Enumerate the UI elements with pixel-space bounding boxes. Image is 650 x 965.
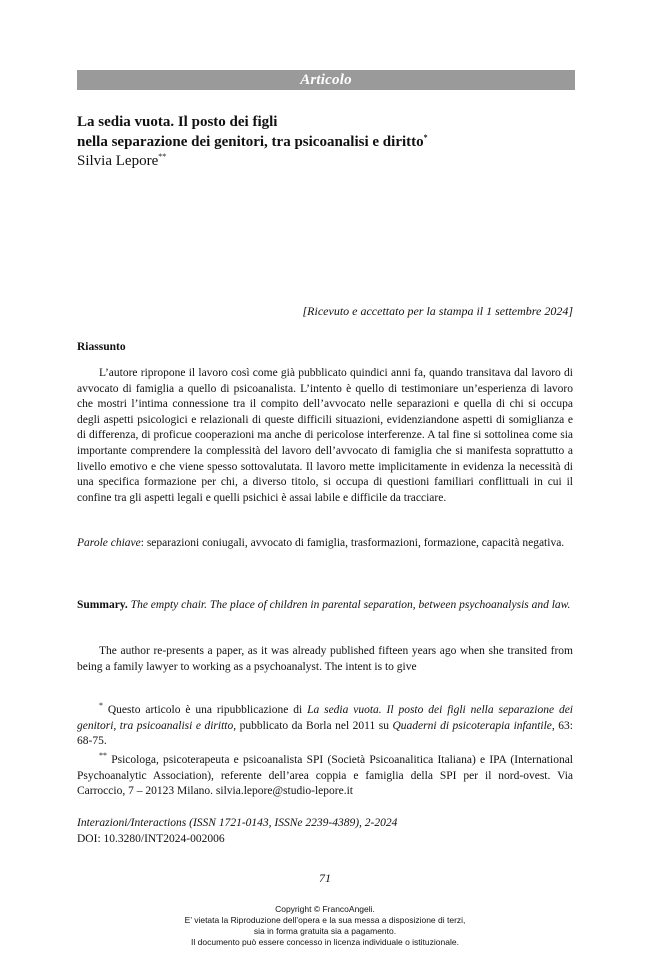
- author-name: [77, 153, 166, 170]
- journal-info: [77, 816, 397, 847]
- footnote-1-pre: Questo articolo è una ripubblicazione di: [103, 704, 308, 716]
- footnote-1-marker: *: [99, 701, 103, 711]
- author-footnote-marker[interactable]: **: [158, 152, 167, 161]
- copyright-line-1: Copyright © FrancoAngeli.: [275, 904, 375, 914]
- summary-text: The author re-presents a paper, as it was already published fifteen years ago when she transited from being a family lawyer to working as a psychoanalyst. The intent is to give: [77, 645, 573, 673]
- page-number: 71: [319, 871, 331, 885]
- journal-citation: Interazioni/Interactions (ISSN 1721-0143, ISSNe 2239-4389), 2-2024: [77, 817, 398, 829]
- copyright-line-3: sia in forma gratuita sia a pagamento.: [253, 926, 397, 936]
- copyright-line-2: E’ vietata la Riproduzione dell’opera e la sua messa a disposizione di terzi,: [184, 915, 466, 925]
- footnote-2: [77, 753, 573, 800]
- summary-title: The empty chair. The place of children in parental separation, between psychoanalysis and law.: [130, 599, 571, 611]
- footnote-1: [77, 703, 573, 750]
- keywords-list: : separazioni coniugali, avvocato di famiglia, trasformazioni, formazione, capacità negativa.: [140, 537, 565, 549]
- footnote-1-post: , 63: 68-75.: [77, 719, 573, 748]
- footnote-2-text: Psicologa, psicoterapeuta e psicoanalista SPI (Società Psicoanalitica Italiana) e IPA (International Psychoanalytic Association), referente dell’area coppia e famiglia della SPI per il nord-ovest. Via Carroccio, 7 – 20123 Milano. silvia.lepore@studio-lepore.it: [77, 754, 573, 798]
- keywords-label: Parole chiave: [77, 537, 141, 549]
- summary-heading: Summary.: [77, 599, 128, 611]
- abstract-text: L’autore ripropone il lavoro così come già pubblicato quindici anni fa, quando transitava dal lavoro di avvocato di famiglia a quello di psicoanalista. L’intento è quello di testimoniare un’esperienza di lavoro che mostri l’intima connessione tra il compito dell’avvocato nelle separazioni e quella di chi si occupa degli aspetti psicologici e relazionali di queste difficili situazioni, evidenziandone aspetti di somiglianza e di differenza, di proficue cooperazioni ma anche di pericolose interferenze. A tal fine si sottolinea come sia importante comprendere la complessità del lavoro dell’avvocato di famiglia che si manifesta soprattutto a livello emotivo e che viene spesso sottovalutata. Il lavoro mette implicitamente in evidenza la necessità di una specifica formazione per chi, a diverso titolo, si occupa di questioni familiari conflittuali in cui il confine tra gli aspetti legali e quelli psichici è assai labile e difficile da tracciare.: [77, 367, 573, 504]
- title-line-1: La sedia vuota. Il posto dei figli: [77, 114, 278, 130]
- author-text: Silvia Lepore: [77, 153, 159, 169]
- abstract-heading: Riassunto: [77, 341, 126, 353]
- copyright-notice: [0, 904, 650, 948]
- received-date: [Ricevuto e accettato per la stampa il 1 settembre 2024]: [302, 304, 573, 318]
- title-line-2: nella separazione dei genitori, tra psicoanalisi e diritto: [77, 134, 424, 150]
- keywords: [77, 536, 573, 552]
- article-title: [77, 112, 577, 152]
- footnote-1-title: La sedia vuota. Il posto dei figli nella separazione dei genitori, tra psicoanalisi e diritto: [77, 704, 573, 732]
- section-header-bar: [77, 70, 575, 90]
- footnote-2-marker: **: [99, 751, 107, 761]
- copyright-line-4: Il documento può essere concesso in licenza individuale o istituzionale.: [191, 937, 459, 947]
- section-label: Articolo: [300, 71, 352, 88]
- doi: DOI: 10.3280/INT2024-002006: [77, 832, 225, 845]
- summary-title-block: [77, 598, 573, 614]
- title-footnote-marker[interactable]: *: [423, 133, 428, 142]
- footnote-1-journal: Quaderni di psicoterapia infantile: [392, 719, 552, 732]
- footnote-1-mid: , pubblicato da Borla nel 2011 su: [233, 719, 393, 732]
